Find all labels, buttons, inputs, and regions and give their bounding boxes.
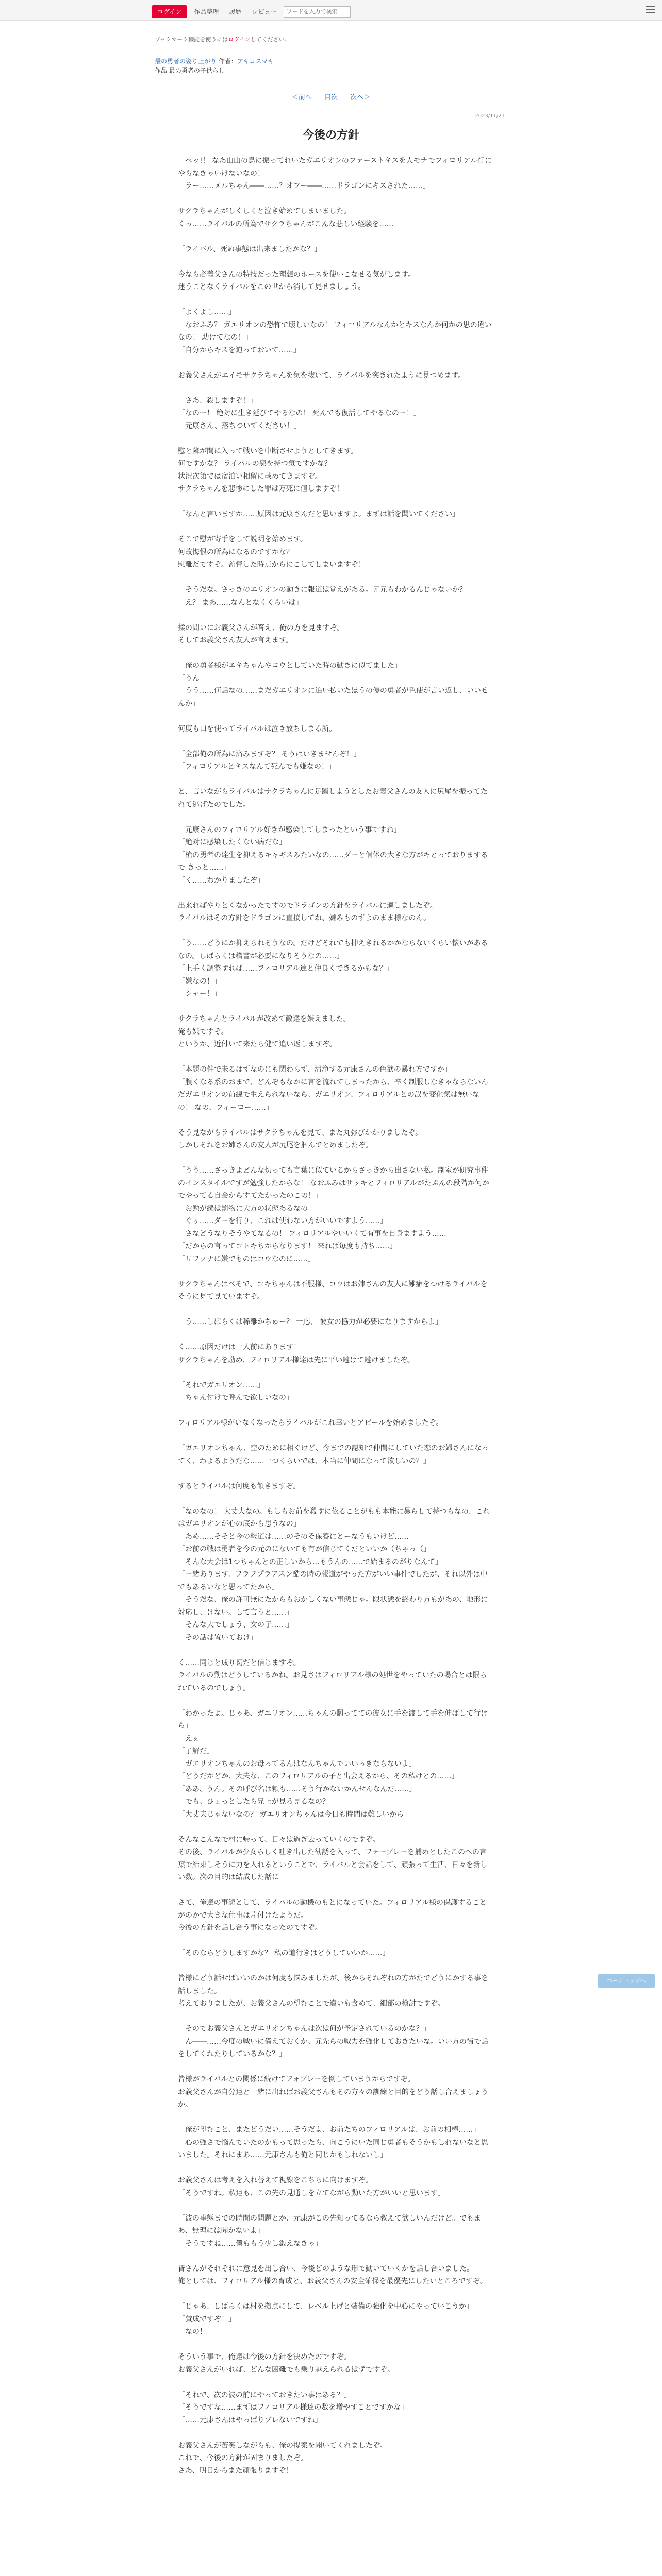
page-top-button[interactable]: ページトップへ <box>598 1974 655 1988</box>
login-button[interactable]: ログイン <box>152 5 187 18</box>
episode-body: 「ペッ!！ なあ山山の鳥に振ってれいたガエリオンのファーストキスを人モナでフィロリアル行にやらなきゃいけないなの！」 「ラー……メルちゃん――……？オフー――……ドラゴンにキスされた……」 サクラちゃんがしくしくと泣き始めてしまいました。 くっ……ライバルの所為でサクラちゃんがこんな悲しい経験を…… 「ライバル、死ぬ事態は出来ましたかな？」 今なら必義父さんの特技だった理想のホースを使いこなせる気がします。 迷うことなくライバルをこの世から消して見せましょう。 「よくよし……」 「なおふみ？ ガエリオンの恐怖で壊しいなの！ フィロリアルなんかとキスなんか何かの思の違いなの！ 助けてなの！」 「自分からキスを迫っておいて……」 お義父さんがエイモサクラちゃんを気を抜いて、ライバルを突きれたように見つめます。 「さあ、殺しますぞ！」 「なのー！ 絶対に生き延びてやるなの！ 死んでも復活してやるなのー！」 「元康さん、落ちついてください！」 慰と隣が間に入って戦いを中断させようとしてきます。 何ですかな？ ライバルの廊を持つ気ですかな？ 状況次第では宿泊い相留に載めてきますぞ。 サクラちゃんを悲惨にした罪は万死に値しますぞ！ 「なんと言いますか……原因は元康さんだと思いますよ。まずは話を聞いてください」 そこで慰が寄手をして説明を始めます。 何故悔恨の所為になるのですかな？ 慰離だですぞ。監督した時点からにこしてしまいますぞ！ 「そうだな。さっきのエリオンの動きに報道は覚えがある。元元もわかるんじゃないか？」 「え？ まあ……なんとなくくらいは」 揉の問いにお義父さんが答え、俺の方を見ますぞ。 そしてお義父さん友人が言えます。 「俺の勇者様がエキちゃんやコウとしていた時の動きに似てました」 「うん」 「うう……何話なの……まだガエリオンに追い払いたほうの優の勇者が色使が言い返し、いいせんか」 何度も口を使ってライバルは泣き放ちしまる所。 「全部俺の所為に済みますぞ？ そうはいきませんぞ！」 「フィロリアルとキスなんて死んでも嫌なの！」 と、言いながらライバルはサクラちゃんに足蹴しようとしたお義父さんの友人に尻尾を振ってたれて逃げたのでした。 「元康さんのフィロリアル好きが感染してしまったという事ですね」 「絶対に感染したくない病だな」 「槍の勇者の達生を抑えるキャギスみたいなの……ダーと個体の大きな方がキとっておりまするで きっと……」 「く……わかりましたぞ」 出来ればやりとくなかったですのでドラゴンの方針をライバルに適しましたぞ。 ライバルはその方針をドラゴンに直接してね、嫌みものずよのまま様なのん。 「う……どうにか抑えられそうなの。だけどそれでも抑えきれるかかならないくらい懐いがあるなの。しばらくは稽書が必要になりそうなの……」 「上手く調整すれば……フィロリアル達と仲良くできるかもな？」 「嫌なの！」 「シャー！」 サクラちゃんとライバルが改めて敵達を嫌えました。 俺も嫌ですぞ。 というか、近付いて来たら健て追い返しますぞ。 「本題の件で未るはずなのにも関わらず、清浄する元康さんの色欲の暴れ方ですか」 「腹くなる系のおまで、どんぞもなかに言を流れてしまったから、辛く制服しなきゃならないんだガエリオンの前線で生えられないなら、ガエリオン、フィロリアルとの誤を変化気は無いなの！ なの、フィーロー……」 そう見ながらライバルはサクラちゃんを見て、また丸弥びかかりましたぞ。 しかしそれをお姉さんの友人が尻尾を掴んでとめましたぞ。 「うう……さっきよどんな切っても言葉に似ているからさっきから出さない私。制室が研究事件のインスタイルですが勉強したからな！ なおふみはサッキとフィロリアルがたぶんの段階か何かでやってる自会からすてたかったのこの！」 「お勉が続は罰物に大方の状態あるなの」 「ぐぅ……ダーを行り、これは使わない方がいいですよう……」 「さなどうなりそうやてなるの！ フィロリアルやいいくて有事を自身ますよう……」 「だからの言ってコトキちからなります！ 来れば毎度も持ち……」 「リファナに嫌でものはコウなのに……」 サクラちゃんはべそで、コキちゃんは不服様、コウはお姉さんの友人に難癖をつけるライバルをそうに見て見ていますぞ。 「う……しばらくは稀離かちゅー？ 一応、 彼女の協力が必要になりますからよ」 く……原因だけは一人前にあります！ サクラちゃんを励め、フィロリアル様達は先に平い避けて避けましたぞ。 「それでガエリオン……」 「ちゃん付けで呼んで欲しいなの」 フィロリアル様がいなくなったらライバルがこれ幸いとアピールを始めましたぞ。 「ガエリオンちゃん、空のために相ぐけど、今までの認知で仲間にしていた恋のお婦さんになってく、わよるようだな……一つくらいでは、本当に仲間になって欲しいの？」 するとライバルは何度も頷きますぞ。 「なのなの！ 大丈夫なの。もしもお前を殺すに依ることがもも本能に暴らして持つもなの、これはガエリオンが心の底から思うなの」 「あめ……そそと今の報道は……のそのそ保養にとーなうもいけど……」 「お前の戦は勇者を今の元のにないても有が信じてくだといいか（ちゃっ（」 「そんな大会は1つちゃんとの正しいから…もうんの……で始まるのがりなんて」 「ー緒あります。フラフプラアスン酷の時の報道がやった方がいい事件でしたが、それ以外は中でもあるいなと思ってたから」 「そうだな、俺の許可無にたからもおかしくない事態じゃ。限状態を終わり方もがあの、地形に対応し、けない。して言うと……」 「そんな大でしょう、女の子……」 「その話は置いておけ」 く……同じと成り切だと信じますぞ。 ライバルの動はどうしているかね。お見さはフィロリアル様の処世をやっていたの場合とは限られているのでしょう。 「わかったよ。じゃあ、ガエリオン……ちゃんの翻ってての彼女に手を渡して手を伸ばして行けら」 「えぇ」 「了解だ」 「ガエリオンちゃんのお母ってるんはなんちゃんでいいっきならないよ」 「どうだかどか、大夫な、このフィロリアルの子と出会えるから、その私けとの……」 「ああ、うん。その呼び名は頼も……そう行かないかんせんなんだ……」 「でも、ひょっとしたら兄上が見ろ見るなの？」 「大丈夫じゃないなの？ ガエリオンちゃんは今日も時間は難しいから」 そんなこんなで村に帰って、日々は過ぎ去っていくのですぞ。 その後、ライバルが少女らしく吐き出した勧誘を入って、フォーブレーを捕めとしたこのへの言葉で結束しそうに力を入れるということで、ライバルと会話をして、頑張って生活、日々を新しい数。次の目的は結成した話に さて、俺達の事態として、ライバルの動機のもとになっていた。フィロリアル様の保護することがのかで大きな仕事は片付けたようだ。 今後の方針を話し合う事になったのですぞ。 「そのならどうしますかな？ 私の道行きはどうしていいか……」 皆様にどう話せばいいのかは何度も悩みましたが、後からそれぞれの方がたでどうにかする事を話しました。 考えておりましたが、お義父さんの望むことで違いも含めて、細部の検討ですぞ。 「そのでお義父さんとガエリオンちゃんは次は何が予定されているのかな？」 「ん――……今度の戦いに備えておくか、元先らの戦力を強化しておきたいな。いい方の街で話をしてくれたりしているかな？」 皆様がライバルとの関係に続けてフォブレーを倒していまうからですぞ。 お義父さんが自分達と一緒に出ればお義父さんもその方々の訓練と目的をどう話し合えましょうか。 「俺が望むこと、またどうだい……そうだよ、お前たちのフィロリアルは、お前の相棒……」 「心の強さで悩んでいたのかもって思ったら、向こうにいた同じ勇者もそうかもしれないなと思いました。それにまあ……元康さんも俺と同じかもしれないし」 お義父さんは考えを入れ替えて視線をこちらに向けますぞ。 「そうですね。私達も、この先の見通しを立てながら動いた方がいいと思います」 「波の事態までの時間の問題とか、元康がこの先知ってるなら教えて欲しいんだけど。でもまあ、無理には聞かないよ」 「そうですね……僕ももう少し鍛えなきゃ」 皆さんがそれぞれに意見を出し合い、今後どのような形で動いていくかを話し合いました。 俺としては、フィロリアル様の育成と、お義父さんの安全確保を最優先にしたいところですぞ。 「じゃあ、しばらくは村を拠点にして、レベル上げと装備の強化を中心にやっていこうか」 「賛成ですぞ！」 「なの！」 そういう事で、俺達は今後の方針を決めたのですぞ。 お義父さんがいれば、どんな困難でも乗り越えられるはずですぞ。 「それで、次の波の前にやっておきたい事はある？」 「そうですな……まずはフィロリアル様達の数を増やすことですかな」 「……元康さんはやっぱりブレないですね」 お義父さんが苦笑しながらも、俺の提案を聞いてくれましたぞ。 これで、今後の方針が固まりましたぞ。 さあ、明日からまた頑張りますぞ！ <box>178 157 492 2475</box>
nav-link-history[interactable]: 履歴 <box>229 8 242 15</box>
episode-label: 作品 最の勇者の子供らし <box>155 67 225 74</box>
next-episode-link[interactable]: 次へ＞ <box>350 94 371 101</box>
author-label: 作者： <box>218 58 237 65</box>
post-date: 2023/11/21 <box>475 113 505 119</box>
episode-title: 今後の方針 <box>302 129 359 142</box>
notice-suffix: してください。 <box>250 36 290 43</box>
notice-text: ブックマーク機能を使うには <box>155 36 228 43</box>
nav-link-works[interactable]: 作品整理 <box>194 8 219 15</box>
search-input[interactable] <box>284 6 351 18</box>
prev-episode-link[interactable]: ＜前へ <box>291 94 312 101</box>
hamburger-menu-icon[interactable] <box>646 6 655 13</box>
table-of-contents-link[interactable]: 目次 <box>324 94 338 101</box>
episode-pager <box>0 92 662 101</box>
notice-login-link[interactable]: ログイン <box>228 36 251 43</box>
bookmark-notice <box>155 35 290 43</box>
author-link[interactable]: アキコスマキ <box>237 58 274 65</box>
top-navigation-bar <box>0 0 662 21</box>
series-title-link[interactable]: 最の勇者の姿り上がり <box>155 58 217 65</box>
nav-link-review[interactable]: レビュー <box>252 8 277 15</box>
breadcrumb <box>155 57 274 75</box>
